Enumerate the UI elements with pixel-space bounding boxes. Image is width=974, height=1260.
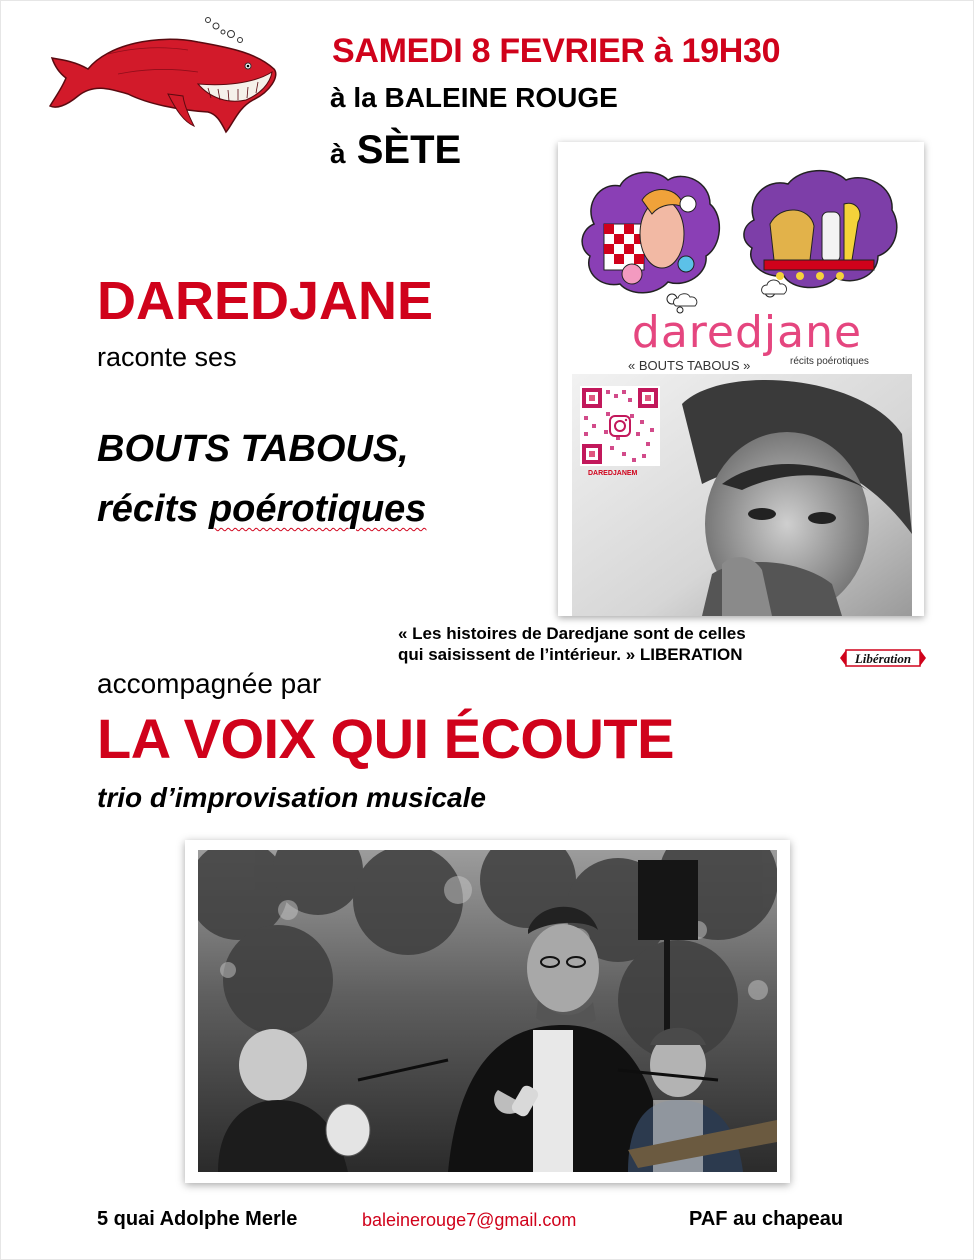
- press-quote-line2: qui saisissent de l’intérieur. » LIBERATION: [398, 645, 743, 664]
- instagram-qr-icon: [580, 386, 660, 466]
- band-photo-frame: [185, 840, 790, 1183]
- press-quote-line1: « Les histoires de Daredjane sont de celles: [398, 624, 746, 643]
- band-intro: accompagnée par: [97, 668, 322, 699]
- artist-name: DAREDJANE: [97, 271, 434, 331]
- event-venue: à la BALEINE ROUGE: [330, 82, 618, 113]
- artist-intro: raconte ses: [97, 342, 237, 372]
- small-cloud-icon: [758, 276, 790, 302]
- band-description: trio d’improvisation musicale: [97, 782, 486, 813]
- show-title-line2-b: poérotiques: [208, 488, 427, 530]
- show-title-line2: [97, 488, 426, 531]
- email-link[interactable]: baleinerouge7@gmail.com: [362, 1210, 577, 1230]
- red-whale-icon: [48, 14, 283, 139]
- band-photo: [198, 850, 777, 1172]
- liberation-logo-text: Libération: [854, 651, 912, 666]
- flyer-logo-text: daredjane: [631, 307, 863, 358]
- qr-label: DAREDJANEM: [588, 470, 638, 477]
- city-prefix: à: [330, 138, 346, 169]
- price-info: PAF au chapeau: [689, 1208, 844, 1230]
- liberation-logo-icon: [838, 646, 928, 670]
- city-name: SÈTE: [356, 128, 462, 172]
- flyer-image: [558, 142, 924, 616]
- event-city: [330, 128, 461, 173]
- band-name: LA VOIX QUI ÉCOUTE: [97, 707, 674, 770]
- show-title-line1: BOUTS TABOUS,: [97, 428, 409, 470]
- show-title-line2-a: récits: [97, 488, 209, 530]
- event-date: SAMEDI 8 FEVRIER à 19H30: [332, 32, 781, 70]
- flyer-subtitle: « BOUTS TABOUS »: [628, 358, 751, 373]
- thought-bubble-illustration-left: [576, 164, 726, 314]
- address: 5 quai Adolphe Merle: [97, 1208, 298, 1230]
- flyer-subtitle-2: récits poérotiques: [790, 356, 869, 367]
